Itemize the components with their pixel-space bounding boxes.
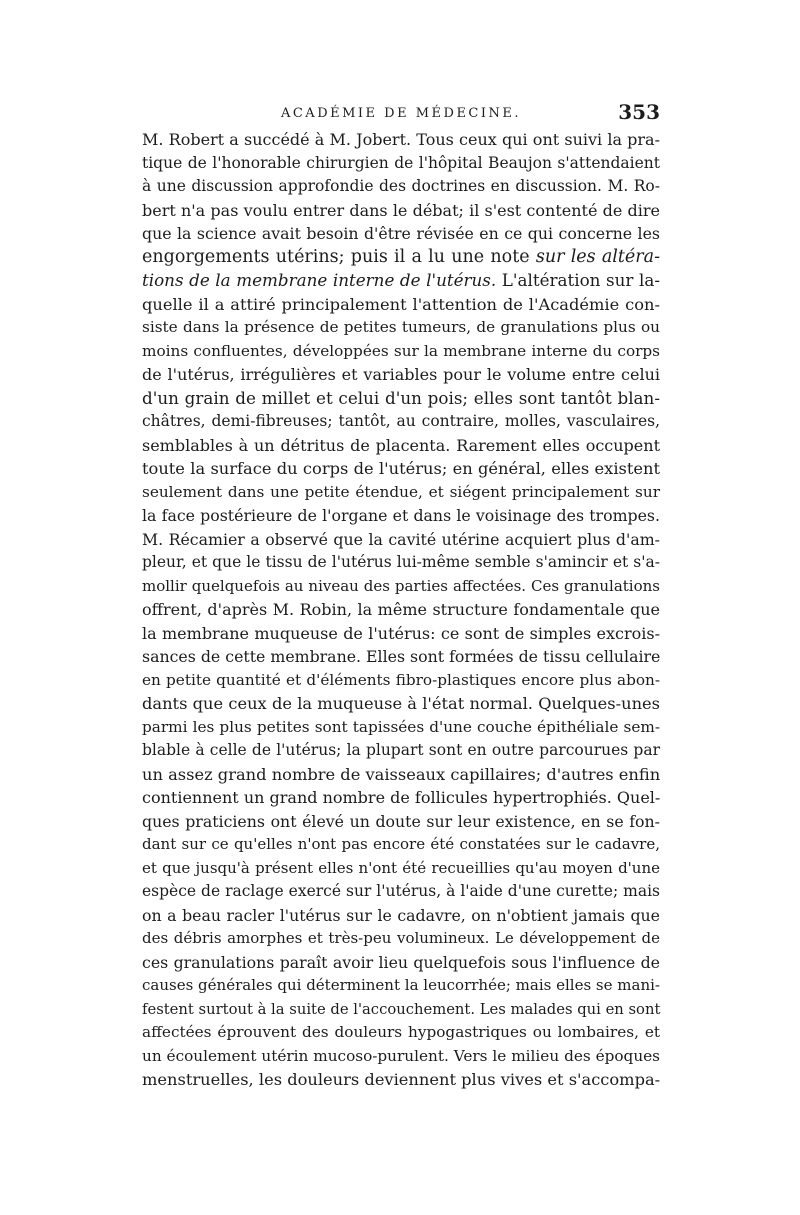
- italic-title: tions de la membrane interne de l'utérus.: [142, 270, 497, 290]
- text-line: mollir quelquefois au niveau des parties affectées. Ces granulations: [142, 576, 660, 595]
- text-line: pleur, et que le tissu de l'utérus lui-même semble s'amincir et s'a-: [142, 553, 660, 571]
- text-line: sances de cette membrane. Elles sont formées de tissu cellulaire: [142, 647, 661, 666]
- text-line: ces granulations paraît avoir lieu quelquefois sous l'influence de: [142, 952, 660, 972]
- text-line: M. Robert a succédé à M. Jobert. Tous ceux qui ont suivi la pra-: [142, 130, 660, 149]
- text-line: affectées éprouvent des douleurs hypogastriques ou lombaires, et: [142, 1023, 660, 1041]
- text-line: menstruelles, les douleurs deviennent plus vives et s'accompa-: [142, 1070, 661, 1089]
- text-line: à une discussion approfondie des doctrines en discussion. M. Ro-: [142, 177, 660, 195]
- text-line: [142, 269, 660, 293]
- text-line: parmi les plus petites sont tapissées d'une couche épithéliale sem-: [142, 717, 660, 736]
- page-number: 353: [618, 100, 660, 124]
- text-line: toute la surface du corps de l'utérus; en général, elles existent: [142, 459, 660, 478]
- text-line: siste dans la présence de petites tumeurs, de granulations plus ou: [142, 318, 660, 336]
- text-line: châtres, demi-fibreuses; tantôt, au contraire, molles, vasculaires,: [142, 412, 660, 430]
- body-text: [142, 128, 660, 1092]
- text-line: quelle il a attiré principalement l'attention de l'Académie con-: [142, 294, 660, 314]
- text-line: semblables à un détritus de placenta. Rarement elles occupent: [142, 435, 660, 455]
- text-span: engorgements utérins; puis il a lu une note: [142, 246, 530, 267]
- text-span: L'altération sur la-: [501, 270, 660, 290]
- text-line: dants que ceux de la muqueuse à l'état normal. Quelques-unes: [142, 694, 660, 713]
- text-line: et que jusqu'à présent elles n'ont été recueillies qu'au moyen d'une: [142, 858, 660, 877]
- text-line: ques praticiens ont élevé un doute sur leur existence, en se fon-: [142, 811, 660, 831]
- text-line: tique de l'honorable chirurgien de l'hôpital Beaujon s'attendaient: [142, 153, 660, 172]
- text-line: causes générales qui déterminent la leucorrhée; mais elles se mani-: [142, 976, 660, 994]
- text-line: M. Récamier a observé que la cavité utérine acquiert plus d'am-: [142, 529, 660, 549]
- text-line: d'un grain de millet et celui d'un pois; elles sont tantôt blan-: [142, 387, 660, 408]
- text-line: en petite quantité et d'éléments fibro-plastiques encore plus abon-: [142, 670, 660, 689]
- text-line: offrent, d'après M. Robin, la même structure fondamentale que: [142, 600, 660, 619]
- text-line: la face postérieure de l'organe et dans le voisinage des trompes.: [142, 506, 660, 525]
- text-line: des débris amorphes et très-peu volumineux. Le développement de: [142, 929, 660, 947]
- text-line: de l'utérus, irrégulières et variables pour le volume entre celui: [142, 365, 660, 384]
- text-line: festent surtout à la suite de l'accouchement. Les malades qui en sont: [142, 1000, 661, 1018]
- text-line: la membrane muqueuse de l'utérus: ce sont de simples excrois-: [142, 623, 660, 643]
- text-line: on a beau racler l'utérus sur le cadavre, on n'obtient jamais que: [142, 905, 660, 925]
- running-title: ACADÉMIE DE MÉDECINE.: [280, 106, 522, 121]
- text-line: un écoulement utérin mucoso-purulent. Vers le milieu des époques: [142, 1046, 660, 1065]
- text-line: seulement dans une petite étendue, et siégent principalement sur: [142, 482, 660, 501]
- text-line: blable à celle de l'utérus; la plupart sont en outre parcourues par: [142, 741, 660, 759]
- text-line: bert n'a pas voulu entrer dans le débat; il s'est contenté de dire: [142, 200, 660, 220]
- italic-title: sur les altéra-: [535, 246, 660, 267]
- text-line: que la science avait besoin d'être révisée en ce qui concerne les: [142, 224, 660, 243]
- text-line: contiennent un grand nombre de follicules hypertrophiés. Quel-: [142, 788, 661, 807]
- text-line: un assez grand nombre de vaisseaux capillaires; d'autres enfin: [142, 764, 661, 784]
- text-line: dant sur ce qu'elles n'ont pas encore été constatées sur le cadavre,: [142, 835, 660, 853]
- text-line: espèce de raclage exercé sur l'utérus, à l'aide d'une curette; mais: [142, 882, 660, 900]
- running-head: [142, 100, 660, 130]
- text-line: moins confluentes, développées sur la membrane interne du corps: [142, 341, 660, 360]
- text-line: [142, 246, 660, 270]
